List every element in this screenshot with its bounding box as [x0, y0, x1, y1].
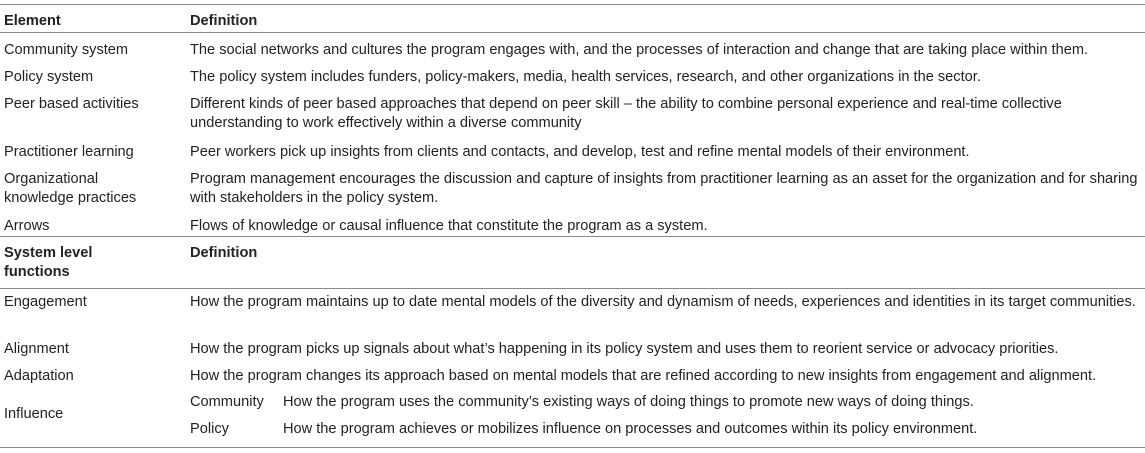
table-top-rule [0, 4, 1145, 5]
element-name: Arrows [4, 218, 50, 234]
header-definition-2: Definition [190, 245, 258, 261]
element-name: Community system [4, 42, 129, 58]
element-definition: The policy system includes funders, policy-makers, media, health services, research, and other organizations in the sector. [190, 69, 981, 85]
influence-sub-label: Policy [190, 421, 229, 437]
header-element: Element [4, 13, 61, 29]
element-name: Organizational knowledge practices [4, 171, 137, 206]
element-definition: Peer workers pick up insights from clients and contacts, and develop, test and refine mental models of their environment. [190, 144, 970, 160]
element-definition: Program management encourages the discussion and capture of insights from practitioner learning as an asset for the organization and for sharing with stakeholders in the policy system. [190, 171, 1138, 206]
function-name: Alignment [4, 341, 69, 357]
influence-sub-definition: How the program achieves or mobilizes influence on processes and outcomes within its policy environment. [283, 421, 978, 437]
function-name: Adaptation [4, 368, 74, 384]
table-bottom-rule [0, 447, 1145, 448]
element-name: Peer based activities [4, 96, 139, 112]
function-name: Engagement [4, 294, 87, 310]
element-name: Practitioner learning [4, 144, 134, 160]
header-system-level-functions: System level functions [4, 245, 93, 280]
function-definition: How the program maintains up to date mental models of the diversity and dynamism of needs, experiences and identities in its target communities. [190, 294, 1136, 310]
element-definition: The social networks and cultures the program engages with, and the processes of interaction and change that are taking place within them. [190, 42, 1089, 58]
function-definition: How the program picks up signals about what’s happening in its policy system and uses them to reorient service or advocacy priorities. [190, 341, 1059, 357]
header-definition: Definition [190, 13, 258, 29]
header-rule [0, 32, 1145, 33]
header2-rule [0, 288, 1145, 289]
influence-sub-label: Community [190, 394, 264, 410]
function-definition: How the program changes its approach based on mental models that are refined according to new insights from engagement and alignment. [190, 368, 1097, 384]
element-definition: Flows of knowledge or causal influence that constitute the program as a system. [190, 218, 708, 234]
element-definition: Different kinds of peer based approaches that depend on peer skill – the ability to combine personal experience and real-time collective understanding to work effectively within a diverse community [190, 96, 1062, 131]
influence-sub-definition: How the program uses the community’s existing ways of doing things to promote new ways of doing things. [283, 394, 974, 410]
section-rule [0, 236, 1145, 237]
function-name: Influence [4, 406, 64, 422]
element-name: Policy system [4, 69, 94, 85]
